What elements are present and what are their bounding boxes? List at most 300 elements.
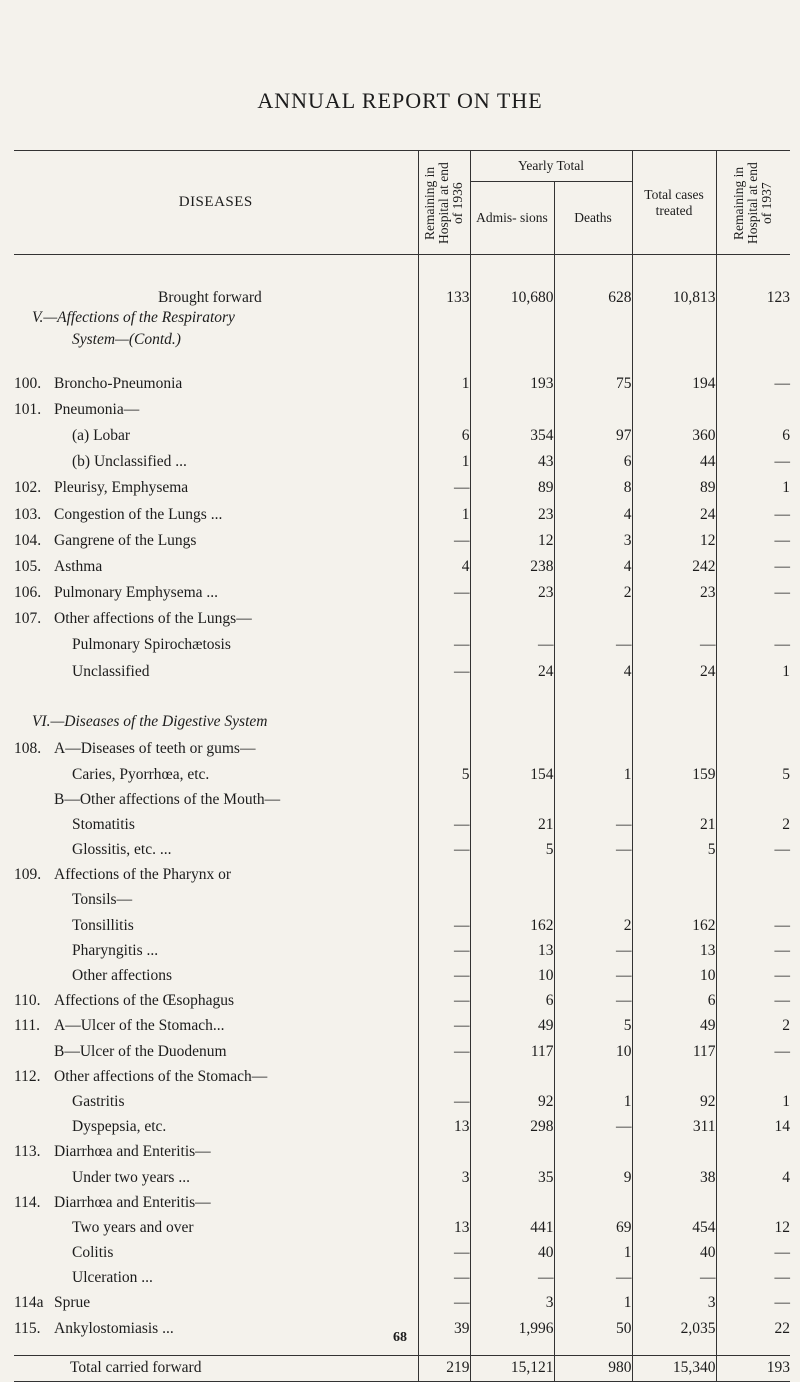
cell-rem-end: — [716,913,790,938]
row-label-cell [14,838,418,863]
row-label-cell [14,762,418,787]
cell-rem-end: — [716,1039,790,1064]
cell-admissions: 354 [470,423,554,449]
row-label-cell [14,501,418,527]
cell-admissions [470,737,554,762]
row-label-cell [14,989,418,1014]
cell-rem-start: — [418,659,470,685]
table-row [14,812,790,837]
brought-forward-row: Brought forward 133 10,680 628 10,813 123 [14,255,790,307]
cell-total: — [632,632,716,658]
table-row [14,397,790,423]
cell-admissions [470,863,554,888]
cell-deaths [554,787,632,812]
cell-admissions: 24 [470,659,554,685]
cell-deaths: 1 [554,1241,632,1266]
row-number: 103. [14,505,42,523]
cell-admissions [470,606,554,632]
cell-admissions: 441 [470,1215,554,1240]
table-row [14,737,790,762]
row-label: Dyspepsia, etc. [72,1118,167,1136]
cell-admissions: 40 [470,1241,554,1266]
row-label-cell [14,1064,418,1089]
cell-total: 3 [632,1291,716,1316]
cell-rem-start: — [418,989,470,1014]
cell-deaths: 6 [554,449,632,475]
spacer-row [14,685,790,707]
row-label: Asthma [54,557,103,575]
cell-rem-start [418,787,470,812]
deaths-header: Deaths [554,182,632,255]
cell-total [632,397,716,423]
cell-deaths: 9 [554,1165,632,1190]
cell-rem-end: — [716,449,790,475]
cell-rem-start: — [418,1291,470,1316]
row-label-cell [14,1291,418,1316]
table-row [14,606,790,632]
row-number: 104. [14,531,42,549]
row-label: (a) Lobar [72,426,131,444]
cell-admissions: 6 [470,989,554,1014]
cell-deaths: 8 [554,475,632,501]
cell-rem-start: — [418,1014,470,1039]
cell-rem-start [418,888,470,913]
cell-admissions [470,787,554,812]
table-body [14,255,790,1382]
cell-admissions [470,888,554,913]
table-row [14,1014,790,1039]
row-label: (b) Unclassified ... [72,453,187,471]
cell-rem-end [716,787,790,812]
row-label: Other affections [72,967,172,985]
cell-admissions: 10 [470,963,554,988]
cell-rem-end: 14 [716,1115,790,1140]
cell-admissions: 23 [470,501,554,527]
table-row [14,632,790,658]
row-label: Pneumonia— [54,400,140,418]
cell-rem-start: — [418,1089,470,1114]
cell-total: 5 [632,838,716,863]
cell-deaths: 75 [554,371,632,397]
cell-admissions: 117 [470,1039,554,1064]
cell-total: 311 [632,1115,716,1140]
row-label-cell [14,1190,418,1215]
cell-rem-end [716,1190,790,1215]
table-row [14,423,790,449]
row-number: 110. [14,992,41,1010]
cell-rem-end [716,1064,790,1089]
row-label-cell [14,888,418,913]
cell-rem-end [716,863,790,888]
cell-rem-end [716,888,790,913]
row-number: 113. [14,1143,41,1161]
cell-total: 194 [632,371,716,397]
cell-deaths: 4 [554,554,632,580]
cell-total [632,787,716,812]
cell-deaths: — [554,938,632,963]
cell-rem-start [418,397,470,423]
carried-forward-rem-start: 219 [418,1355,470,1381]
cell-deaths [554,397,632,423]
cell-rem-start: — [418,1039,470,1064]
cell-rem-end: 2 [716,1014,790,1039]
row-number: 106. [14,584,42,602]
cell-rem-end: — [716,528,790,554]
row-number: 109. [14,866,42,884]
cell-deaths: 4 [554,659,632,685]
cell-deaths [554,1140,632,1165]
table-row [14,580,790,606]
table-row [14,1039,790,1064]
row-label: Other affections of the Lungs— [54,610,252,628]
page-title: ANNUAL REPORT ON THE [257,88,543,113]
carried-forward-deaths: 980 [554,1355,632,1381]
cell-deaths: 4 [554,501,632,527]
row-label: Unclassified [72,662,150,680]
cell-rem-end [716,397,790,423]
row-label: Under two years ... [72,1168,190,1186]
row-label-cell [14,606,418,632]
page-number: 68 [393,1330,407,1345]
cell-deaths: 2 [554,913,632,938]
cell-rem-end: — [716,963,790,988]
cell-total: 49 [632,1014,716,1039]
row-label: Gangrene of the Lungs [54,531,197,549]
row-number: 111. [14,1017,40,1035]
cell-deaths: 1 [554,762,632,787]
cell-admissions: 49 [470,1014,554,1039]
cell-rem-start: 6 [418,423,470,449]
row-number: 101. [14,400,42,418]
row-number: 107. [14,610,42,628]
table-row [14,1215,790,1240]
table-row [14,501,790,527]
cell-total: 454 [632,1215,716,1240]
cell-total: 13 [632,938,716,963]
cell-rem-start: — [418,938,470,963]
cell-rem-start: 3 [418,1165,470,1190]
cell-deaths [554,606,632,632]
cell-total: 44 [632,449,716,475]
cell-rem-start: — [418,475,470,501]
row-label-cell [14,1089,418,1114]
row-number: 114a [14,1294,44,1312]
cell-admissions [470,1140,554,1165]
remaining-end-header: Remaining in Hospital at end of 1937 [716,151,790,255]
cell-rem-end: — [716,1266,790,1291]
cell-deaths: — [554,632,632,658]
cell-rem-start: — [418,1241,470,1266]
disease-table [14,150,790,1382]
table-row [14,528,790,554]
table-row [14,371,790,397]
cell-total: 6 [632,989,716,1014]
table-row [14,1266,790,1291]
table-row [14,838,790,863]
row-label-cell [14,1140,418,1165]
row-label: B—Ulcer of the Duodenum [54,1042,227,1060]
cell-total: 24 [632,501,716,527]
cell-admissions: 154 [470,762,554,787]
cell-admissions: 3 [470,1291,554,1316]
cell-rem-end: — [716,1241,790,1266]
cell-rem-start: — [418,963,470,988]
cell-rem-start: 39 [418,1316,470,1341]
cell-total: 89 [632,475,716,501]
cell-rem-end: — [716,371,790,397]
cell-rem-end: — [716,632,790,658]
cell-total [632,888,716,913]
row-label-cell [14,449,418,475]
carried-forward-admissions: 15,121 [470,1355,554,1381]
cell-rem-start: 1 [418,501,470,527]
table-row [14,475,790,501]
row-label-cell [14,423,418,449]
cell-rem-start: 1 [418,449,470,475]
row-label: Gastritis [72,1092,125,1110]
cell-rem-end: — [716,989,790,1014]
row-label: Stomatitis [72,815,135,833]
row-label-cell [14,580,418,606]
cell-rem-start: — [418,838,470,863]
cell-admissions: 43 [470,449,554,475]
cell-total [632,737,716,762]
table-row [14,1241,790,1266]
yearly-total-header: Yearly Total [470,151,632,182]
row-label-cell [14,863,418,888]
cell-deaths: 1 [554,1291,632,1316]
row-label: Affections of the Œsophagus [54,992,235,1010]
cell-total: 38 [632,1165,716,1190]
cell-rem-start: 4 [418,554,470,580]
cell-rem-end: 1 [716,475,790,501]
row-label: Pulmonary Spirochætosis [72,636,231,654]
row-label-cell [14,737,418,762]
cell-rem-end: 4 [716,1165,790,1190]
row-label-cell [14,1039,418,1064]
cell-rem-end: 22 [716,1316,790,1341]
row-label-cell [14,1241,418,1266]
table-row [14,659,790,685]
row-label-cell [14,475,418,501]
table-row [14,989,790,1014]
cell-deaths: 2 [554,580,632,606]
cell-deaths: — [554,1115,632,1140]
cell-admissions: 21 [470,812,554,837]
cell-admissions [470,1190,554,1215]
cell-rem-start [418,1190,470,1215]
row-label: Ankylostomiasis ... [54,1319,174,1337]
row-number: 100. [14,374,42,392]
cell-rem-end: — [716,838,790,863]
cell-deaths: — [554,1266,632,1291]
admissions-header: Admis- sions [470,182,554,255]
cell-admissions: 238 [470,554,554,580]
cell-total: 242 [632,554,716,580]
row-label-cell [14,371,418,397]
section-vi-title-row [14,707,790,737]
row-label: Other affections of the Stomach— [54,1067,268,1085]
cell-total [632,1140,716,1165]
cell-admissions: 12 [470,528,554,554]
table-row [14,1190,790,1215]
cell-deaths: 3 [554,528,632,554]
row-label: A—Ulcer of the Stomach... [54,1017,225,1035]
cell-total [632,1190,716,1215]
cell-admissions: — [470,632,554,658]
cell-rem-end: — [716,1291,790,1316]
cell-total: 360 [632,423,716,449]
row-label-cell [14,528,418,554]
row-number: 102. [14,479,42,497]
row-label: Broncho-Pneumonia [54,374,183,392]
cell-admissions: 92 [470,1089,554,1114]
cell-total [632,863,716,888]
cell-deaths [554,737,632,762]
cell-admissions: — [470,1266,554,1291]
carried-forward-row [14,1355,790,1381]
row-number: 108. [14,740,42,758]
section-v-title-row-2: System—(Contd.) [14,329,790,351]
cell-rem-end: — [716,580,790,606]
table-row [14,863,790,888]
cell-rem-start: — [418,528,470,554]
table-row [14,1115,790,1140]
table-row [14,1089,790,1114]
cell-rem-end: 2 [716,812,790,837]
cell-total: 159 [632,762,716,787]
cell-deaths [554,888,632,913]
cell-deaths [554,863,632,888]
cell-deaths: — [554,989,632,1014]
cell-total: 162 [632,913,716,938]
cell-total: 2,035 [632,1316,716,1341]
row-label: Ulceration ... [72,1269,153,1287]
cell-rem-end [716,606,790,632]
table-row [14,762,790,787]
table-row [14,963,790,988]
cell-total: 24 [632,659,716,685]
cell-rem-end: 1 [716,1089,790,1114]
row-label: Diarrhœa and Enteritis— [54,1193,211,1211]
row-label: Pleurisy, Emphysema [54,479,189,497]
cell-rem-start: — [418,632,470,658]
row-label: Pharyngitis ... [72,941,159,959]
cell-rem-start: 13 [418,1215,470,1240]
total-cases-header: Total cases treated [632,151,716,255]
row-label-cell [14,913,418,938]
cell-admissions: 298 [470,1115,554,1140]
cell-total [632,1064,716,1089]
cell-deaths: — [554,838,632,863]
table-row [14,787,790,812]
header-row-1 [14,151,790,182]
cell-deaths: 5 [554,1014,632,1039]
section-v-title-row: V.—Affections of the Respiratory [14,307,790,329]
carried-forward-label: Total carried forward [14,1355,418,1381]
row-label: Colitis [72,1244,114,1262]
table-row [14,554,790,580]
cell-admissions [470,397,554,423]
row-label: Caries, Pyorrhœa, etc. [72,765,210,783]
cell-rem-end: 5 [716,762,790,787]
cell-total: 92 [632,1089,716,1114]
cell-deaths: 10 [554,1039,632,1064]
carried-forward-total: 15,340 [632,1355,716,1381]
cell-admissions: 162 [470,913,554,938]
cell-rem-start: 13 [418,1115,470,1140]
cell-rem-end: — [716,938,790,963]
cell-total: 40 [632,1241,716,1266]
row-label: Sprue [54,1294,91,1312]
row-label: Tonsillitis [72,916,134,934]
cell-deaths: — [554,963,632,988]
cell-rem-end [716,737,790,762]
row-label-cell [14,1115,418,1140]
cell-admissions: 1,996 [470,1316,554,1341]
table-row [14,1064,790,1089]
row-label-cell [14,397,418,423]
row-label-cell [14,787,418,812]
row-label: Two years and over [72,1218,194,1236]
cell-admissions: 89 [470,475,554,501]
row-label-cell [14,659,418,685]
cell-rem-end: 12 [716,1215,790,1240]
row-label-cell [14,963,418,988]
row-number: 112. [14,1067,41,1085]
cell-rem-end: 6 [716,423,790,449]
cell-deaths [554,1190,632,1215]
table-row [14,1140,790,1165]
cell-deaths: — [554,812,632,837]
cell-deaths: 50 [554,1316,632,1341]
table-row [14,449,790,475]
row-label: Affections of the Pharynx or [54,866,232,884]
cell-total: 23 [632,580,716,606]
cell-rem-end [716,1140,790,1165]
cell-admissions: 23 [470,580,554,606]
cell-total [632,606,716,632]
cell-deaths: 97 [554,423,632,449]
cell-total: 10 [632,963,716,988]
cell-rem-start [418,1064,470,1089]
row-number: 115. [14,1319,41,1337]
row-label: Tonsils— [72,891,133,909]
cell-rem-start: 5 [418,762,470,787]
row-number: 105. [14,557,42,575]
row-label-cell [14,554,418,580]
table-row [14,1291,790,1316]
row-label-cell [14,1215,418,1240]
cell-rem-start [418,1140,470,1165]
row-label-cell [14,938,418,963]
row-label: Congestion of the Lungs ... [54,505,223,523]
row-label-cell [14,632,418,658]
remaining-start-header: Remaining in Hospital at end of 1936 [418,151,470,255]
row-label: A—Diseases of teeth or gums— [54,740,256,758]
table-row [14,888,790,913]
cell-total: 12 [632,528,716,554]
table-row [14,913,790,938]
cell-total: 21 [632,812,716,837]
table-row [14,938,790,963]
cell-deaths: 1 [554,1089,632,1114]
row-label: Diarrhœa and Enteritis— [54,1143,211,1161]
cell-rem-start: — [418,812,470,837]
row-label-cell [14,1014,418,1039]
carried-forward-rem-end: 193 [716,1355,790,1381]
cell-rem-end: — [716,554,790,580]
